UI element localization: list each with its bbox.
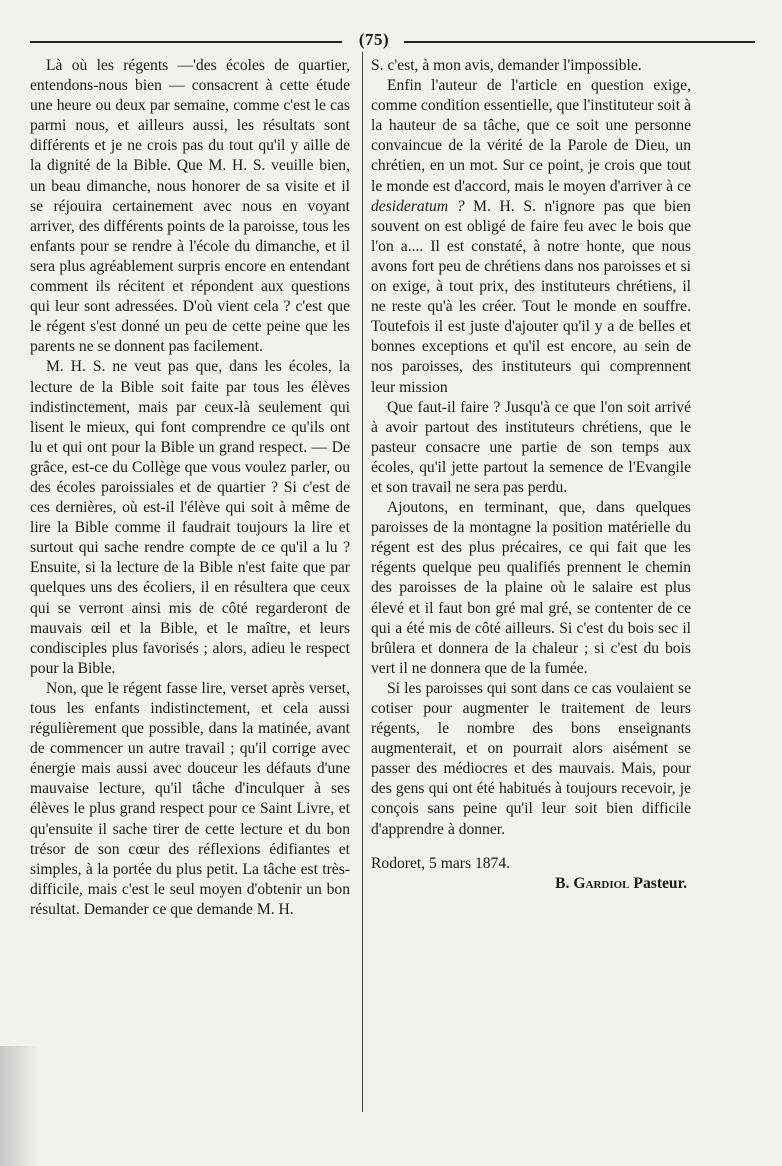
signature (371, 874, 691, 894)
paragraph-left-1: Là où les régents —'des écoles de quartier, entendons-nous bien — consacrent à cette étude une heure ou deux par semaine, comme c'est le cas parmi nous, et ailleurs aussi, les résultats sont différents et je ne crois pas du tout qu'il y aille de la dignité de la Bible. Que M. H. S. veuille bien, un beau dimanche, nous honorer de sa visite et il se réjouira certainement avec nous en voyant arriver, des différents points de la paroisse, tous les enfants pour se rendre à l'école du dimanche, et il sera plus agréablement surpris encore en entendant comment ils récitent et répondent aux questions qui leur sont adressées. D'où vient cela ? c'est que le régent s'est donné un peu de cette peine que les parents ne se donnent pas facilement. (30, 57, 350, 356)
paragraph-left-2: M. H. S. ne veut pas que, dans les écoles, la lecture de la Bible soit faite par tous les élèves indistinctement, mais par ceux-là seulement qui lisent le mieux, qui font comprendre ce qu'ils ont lu et qui ont pour la Bible un grand respect. — De grâce, est-ce du Collège que vous voulez parler, ou des écoles paroissiales et de quartier ? Si c'est de ces dernières, où est-il l'élève qui soit à même de lire la Bible comme il faudrait toujours la lire et surtout qui sache rendre compte de ce qu'il a lu ? Ensuite, si la lecture de la Bible n'est faite que par quelques uns des écoliers, il en résultera que ceux qui se verront ainsi mis de côté regarderont de mauvais œil et la Bible, et le maître, et leurs condisciples plus favorisés ; alors, adieu le respect pour la Bible. (30, 358, 350, 677)
page-smudge (0, 1046, 40, 1166)
desideratum-word: desideratum ? (371, 197, 465, 215)
signature-initial: B. (555, 874, 570, 892)
paragraph-continuation: S. c'est, à mon avis, demander l'impossible. (371, 57, 642, 74)
paragraph-author-requirement (371, 76, 691, 398)
header-rule-right (404, 41, 755, 43)
closing (371, 854, 691, 894)
column-divider (362, 52, 363, 1112)
paragraph-right-2: Que faut-il faire ? Jusqu'à ce que l'on soit arrivé à avoir partout des instituteurs chrétiens, que le pasteur consacre une partie de son temps aux écoles, qu'il jette partout la semence de l'Evangile et son travail ne sera pas perdu. (371, 398, 691, 496)
place-date: Rodoret, 5 mars 1874. (371, 854, 511, 872)
signature-name: Gardiol (573, 874, 630, 892)
paragraph-left-3: Non, que le régent fasse lire, verset après verset, tous les enfants indistinctement, et cela aussi régulièrement que possible, dans la matinée, avant de commencer un autre travail ; qu'il corrige avec énergie mais aussi avec douceur les défauts d'une mauvaise lecture, qu'il tâche d'inculquer à ses élèves le plus grand respect pour ce Saint Livre, et qu'ensuite il sache tirer de cette lecture et du bon trésor de son cœur des réflexions édifiantes et simples, à la portée du plus petit. La tâche est très-difficile, mais c'est le seul moyen d'obtenir un bon résultat. Demander ce que demande M. H. (30, 679, 350, 918)
paragraph-right-4: Si les paroisses qui sont dans ce cas voulaient se cotiser pour augmenter le traitement de leurs régents, le nombre des bons enseignants augmenterait, et on pourrait alors aisément se passer des médiocres et des mauvais. Mais, pour des gens qui ont été habitués à toujours recevoir, je conçois sans peine qu'il leur soit bien difficile d'apprendre à donner. (371, 679, 691, 838)
page-number: (75) (358, 30, 390, 49)
left-column (30, 56, 350, 920)
paragraph-author-part-2: M. H. S. n'ignore pas que bien souvent on est obligé de faire feu avec le bois que l'on a.... Il est constaté, à notre honte, que nous avons fort peu de chrétiens dans nos paroisses et si on exige, à tout prix, des instituteurs chrétiens, il ne reste qu'à les créer. Tout le monde en souffre. Toutefois il est juste d'ajouter qu'il y a de belles et bonnes exceptions et qu'il est encore, au sein de nos paroisses, des instituteurs qui comprennent leur mission (371, 197, 691, 396)
header-rule-left (30, 41, 342, 43)
signature-title: Pasteur. (633, 874, 687, 892)
paragraph-right-3: Ajoutons, en terminant, que, dans quelques paroisses de la montagne la position matérielle du régent est des plus précaires, ce qui fait que les régents quelque peu qualifiés prennent le chemin des paroisses de la plaine où le salaire est plus élevé et il faut bon gré mal gré, se contenter de ce qui a été mis de côté ailleurs. Si c'est du bois sec il brûlera et donnera de la chaleur ; si c'est du bois vert il ne donnera que de la fumée. (371, 499, 691, 677)
right-column (371, 56, 691, 894)
paragraph-author-part-1: Enfin l'auteur de l'article en question exige, comme condition essentielle, que l'instituteur soit à la hauteur de sa tâche, que ce soit une personne convaincue de la vérité de la Parole de Dieu, un chrétien, en un mot. Sur ce point, je crois que tout le monde est d'accord, mais le moyen d'arriver à ce (371, 77, 691, 195)
page-header (30, 28, 755, 52)
